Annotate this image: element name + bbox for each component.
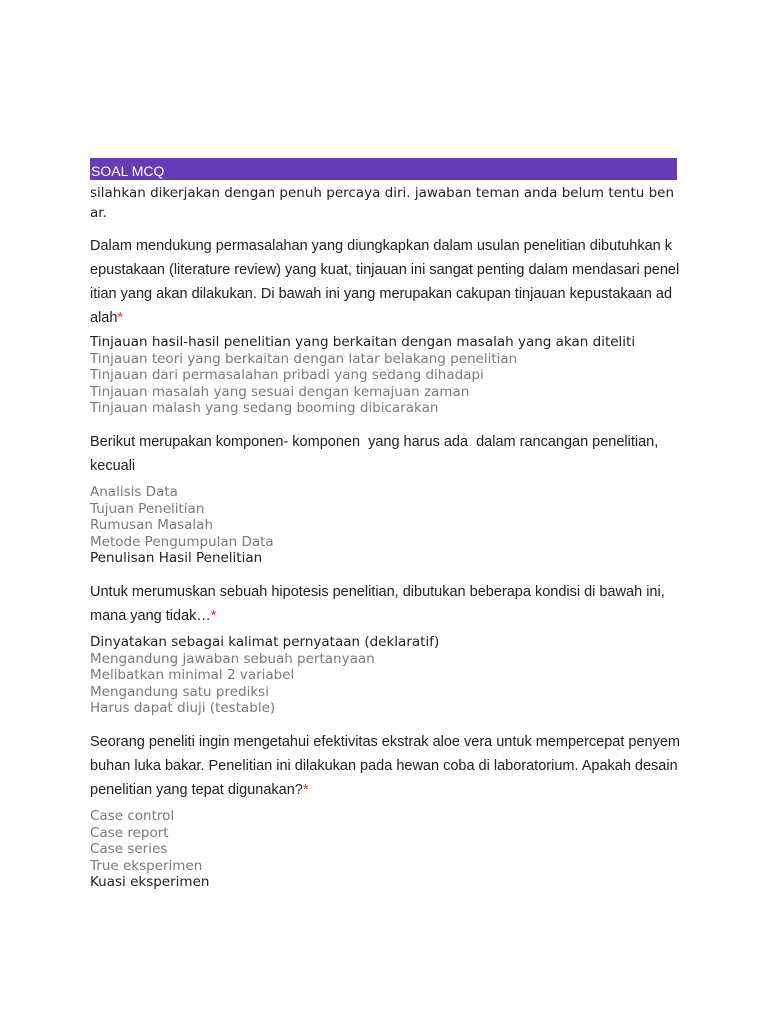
question-2 xyxy=(90,430,680,478)
option[interactable]: Dinyatakan sebagai kalimat pernyataan (deklaratif) xyxy=(90,634,440,650)
question-4-text: Seorang peneliti ingin mengetahui efektivitas ekstrak aloe vera untuk mempercepat penyembuhan luka bakar. Penelitian ini dilakukan pada hewan coba di laboratorium. Apakah desain penelitian yang tepat digunakan? xyxy=(90,734,681,798)
question-4-options xyxy=(90,808,209,891)
option[interactable]: Analisis Data xyxy=(90,484,178,500)
option[interactable]: Case report xyxy=(90,824,169,841)
question-3-text: Untuk merumuskan sebuah hipotesis penelitian, dibutukan beberapa kondisi di bawah ini, mana yang tidak… xyxy=(90,584,665,624)
required-mark: * xyxy=(117,310,124,326)
question-1-text: Dalam mendukung permasalahan yang diungkapkan dalam usulan penelitian dibutuhkan kepustakaan (literature review) yang kuat, tinjauan ini sangat penting dalam mendasari penelitian yang akan dilakukan. Di bawah ini yang merupakan cakupan tinjauan kepustakaan adalah xyxy=(90,238,680,326)
option[interactable]: Case series xyxy=(90,841,168,858)
form-title-bar xyxy=(90,158,677,180)
option[interactable]: Tinjauan dari permasalahan pribadi yang sedang dihadapi xyxy=(90,367,484,384)
question-3 xyxy=(90,580,680,628)
option[interactable]: Metode Pengumpulan Data xyxy=(90,533,274,550)
form-description: silahkan dikerjakan dengan penuh percaya diri. jawaban teman anda belum tentu benar. xyxy=(90,185,675,221)
question-1-options xyxy=(90,334,635,417)
option[interactable]: Case control xyxy=(90,808,175,824)
option[interactable]: True eksperimen xyxy=(90,857,203,874)
question-1 xyxy=(90,234,680,330)
option[interactable]: Penulisan Hasil Penelitian xyxy=(90,550,263,567)
question-2-text: Berikut merupakan komponen- komponen yang harus ada dalam rancangan penelitian, kecuali xyxy=(90,434,667,474)
form-title: SOAL MCQ xyxy=(91,163,165,179)
form-page xyxy=(90,158,682,891)
option[interactable]: Tinjauan masalah yang sesuai dengan kemajuan zaman xyxy=(90,383,470,400)
option[interactable]: Tinjauan hasil-hasil penelitian yang berkaitan dengan masalah yang akan diteliti xyxy=(90,334,636,350)
option[interactable]: Kuasi eksperimen xyxy=(90,874,210,891)
required-mark: * xyxy=(302,782,309,798)
option[interactable]: Rumusan Masalah xyxy=(90,517,213,534)
option[interactable]: Melibatkan minimal 2 variabel xyxy=(90,667,295,684)
option[interactable]: Mengandung jawaban sebuah pertanyaan xyxy=(90,650,375,667)
option[interactable]: Harus dapat diuji (testable) xyxy=(90,700,276,717)
option[interactable]: Tujuan Penelitian xyxy=(90,500,205,517)
question-2-options xyxy=(90,484,274,567)
option[interactable]: Mengandung satu prediksi xyxy=(90,683,269,700)
option[interactable]: Tinjauan malash yang sedang booming dibicarakan xyxy=(90,400,439,417)
option[interactable]: Tinjauan teori yang berkaitan dengan latar belakang penelitian xyxy=(90,350,518,367)
question-4 xyxy=(90,730,680,802)
question-3-options xyxy=(90,634,439,717)
required-mark: * xyxy=(210,608,217,624)
